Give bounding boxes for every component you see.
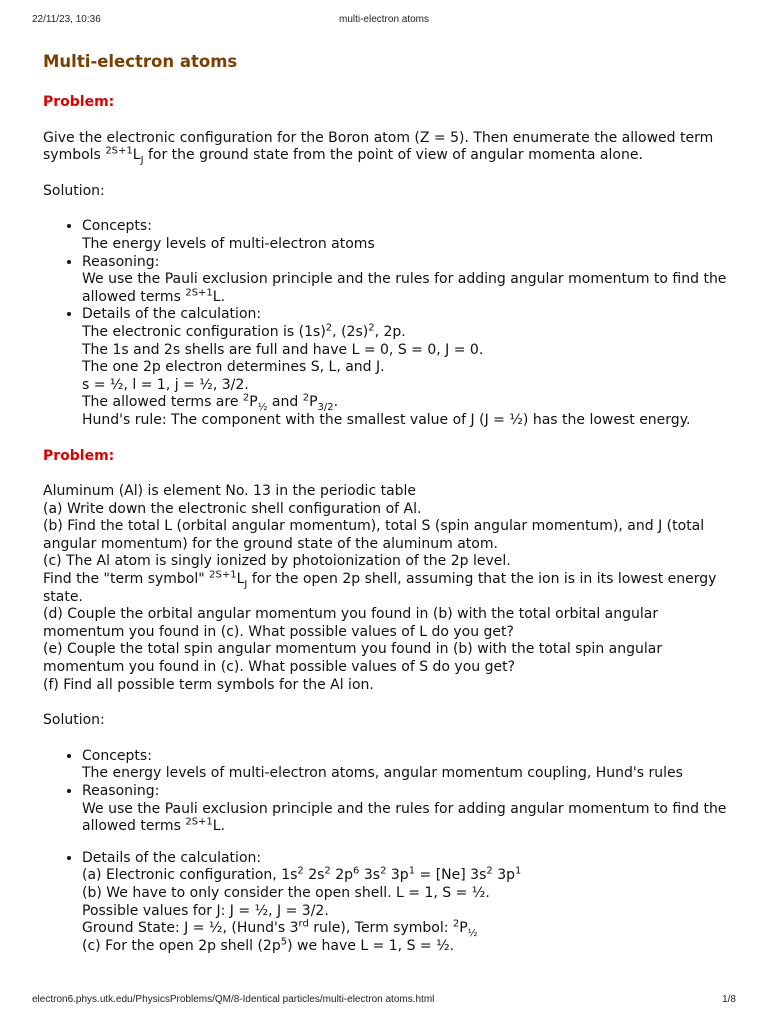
print-date: 22/11/23, 10:36 xyxy=(32,14,101,25)
list-item-concepts: • Concepts: The energy levels of multi-electron atoms xyxy=(82,218,733,253)
list-item-reasoning: • Reasoning: We use the Pauli exclusion principle and the rules for adding angular momentum to find the allowed terms $^{2S+1}$L. xyxy=(82,254,733,307)
print-title: multi-electron atoms xyxy=(338,14,430,25)
page-number: 1/8 xyxy=(722,994,736,1005)
solution-list xyxy=(43,748,733,956)
print-header xyxy=(32,14,736,28)
list-item-details: • Details of the calculation: The electronic configuration is $(1s)^2$, $(2s)^2$, 2p. The 1s and 2s shells are full and have L = 0, S = 0, J = 0. The one 2p electron determines S, L, and J. s = ½, l = 1, j = ½, 3/2. The allowed terms are $^2P_{\frac{1}{2}}$ and $^2P_{3/2}$. Hund's rule: The component with the smallest value of J (J = ½) has the lowest energy. xyxy=(82,306,733,429)
document-body xyxy=(43,52,733,955)
print-footer xyxy=(32,994,736,1008)
list-item-reasoning: • Reasoning: We use the Pauli exclusion principle and the rules for adding angular momentum to find the allowed terms $^{2S+1}$L. xyxy=(82,783,733,850)
solution-heading: Solution: xyxy=(43,182,105,199)
solution-list xyxy=(43,218,733,429)
list-item-details: • Details of the calculation: (a) Electronic configuration, $1s^2$ $2s^2$ $2p^6$ $3s^2$ $3p^1 = [Ne]$ $3s^2$ $3p^1$ (b) We have to only consider the open shell. L = 1, S = ½. Possible values for J: J = ½, J = 3/2. Ground State: J = ½, (Hund's 3rd rule), Term symbol: $^2P_{\frac{1}{2}}$ (c) For the open 2p shell $(2p^5)$ we have L = 1, S = ½. xyxy=(82,850,733,956)
problem-statement: Aluminum (Al) is element No. 13 in the periodic table (a) Write down the electronic shell configuration of Al. (b) Find the total L (orbital angular momentum), total S (spin angular momentum), and J (total angular momentum) for the ground state of the aluminum atom. (c) The Al atom is singly ionized by photoionization of the 2p level. Find the "term symbol" $^{2S+1}L_J$ for the open 2p shell, assuming that the ion is in its lowest energy state. (d) Couple the orbital angular momentum you found in (b) with the total orbital angular momentum you found in (c). What possible values of L do you get? (e) Couple the total spin angular momentum you found in (b) with the total spin angular momentum you found in (c). What possible values of S do you get? (f) Find all possible term symbols for the Al ion. xyxy=(43,483,717,693)
print-url: electron6.phys.utk.edu/PhysicsProblems/QM/8-Identical particles/multi-electron atoms.html xyxy=(32,994,435,1005)
solution-heading: Solution: xyxy=(43,712,105,729)
problem-statement: Give the electronic configuration for the Boron atom (Z = 5). Then enumerate the allowed term symbols $^{2S+1}L_J$ for the ground state from the point of view of angular momenta alone. xyxy=(43,129,714,166)
list-item-concepts: • Concepts: The energy levels of multi-electron atoms, angular momentum coupling, Hund's rules xyxy=(82,748,733,783)
page-title: Multi-electron atoms xyxy=(43,52,238,71)
problem-label: Problem: xyxy=(43,94,115,110)
problem-label: Problem: xyxy=(43,447,115,464)
